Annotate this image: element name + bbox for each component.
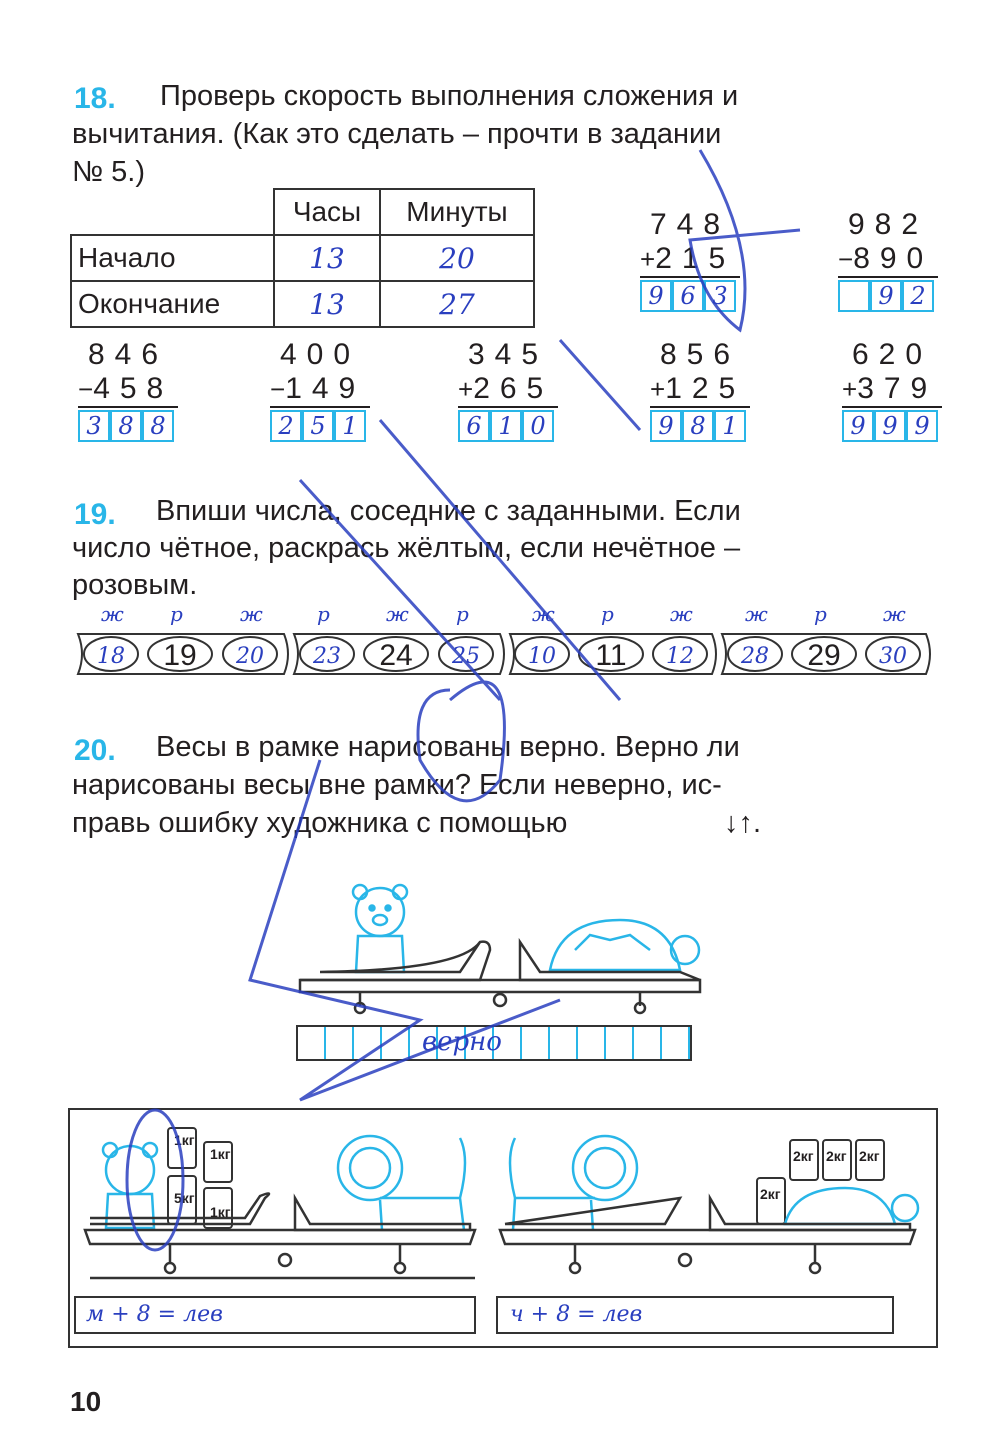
right-scale-illustration: [495, 1118, 925, 1298]
color-mark: р: [317, 602, 330, 626]
weight-4-unit: кг: [217, 1204, 231, 1220]
weight-8-value: 2: [760, 1186, 768, 1202]
color-mark: ж: [883, 602, 906, 626]
task-19-text-line3: розовым.: [72, 569, 198, 601]
column-example: [650, 338, 750, 442]
given-number: 19: [163, 639, 197, 672]
lion-icon: [338, 1136, 465, 1230]
col-minutes-header: Минуты: [380, 189, 534, 235]
operand-a: 345: [468, 338, 549, 371]
answer-digit-cell[interactable]: 8: [142, 410, 174, 442]
answer-digit-cell[interactable]: 9: [874, 410, 906, 442]
answer-cells: [640, 280, 740, 312]
neighbor-number[interactable]: 30: [879, 643, 907, 669]
answer-cells: [842, 410, 942, 442]
answer-digit-cell[interactable]: 6: [672, 280, 704, 312]
given-number: 24: [379, 639, 413, 672]
task-20-number: 20.: [74, 734, 116, 767]
neighbor-number[interactable]: 25: [452, 643, 480, 669]
weight-5-unit: кг: [800, 1148, 814, 1164]
neighbor-number[interactable]: 23: [313, 643, 341, 669]
color-mark: ж: [386, 602, 409, 626]
right-answer-text[interactable]: ч + 8 = лев: [510, 1302, 643, 1327]
weight-6-unit: кг: [833, 1148, 847, 1164]
operator-sign: +: [842, 373, 858, 404]
color-mark: р: [601, 602, 614, 626]
color-mark: ж: [532, 602, 555, 626]
weight-6-value: 2: [826, 1148, 834, 1164]
operand-b: 215: [655, 242, 736, 275]
color-mark: ж: [670, 602, 693, 626]
color-mark: р: [814, 602, 827, 626]
neighbor-number[interactable]: 10: [528, 643, 556, 669]
color-mark: р: [170, 602, 183, 626]
operator-sign: −: [270, 373, 286, 404]
page-number: 10: [70, 1386, 102, 1417]
task-18-text-line3: № 5.): [72, 156, 146, 188]
task-18-text-line1: Проверь скорость выполнения сложения и: [160, 80, 739, 112]
task-20-text-line2: нарисованы весы вне рамки? Если неверно, ис-: [72, 769, 722, 801]
w4: [210, 1204, 231, 1220]
w1: [174, 1132, 195, 1148]
arrows-symbol: ↓↑.: [724, 807, 762, 839]
operand-b: 890: [853, 242, 934, 275]
answer-digit-cell[interactable]: 5: [302, 410, 334, 442]
w5: [793, 1148, 814, 1164]
operand-a: 400: [280, 338, 361, 371]
sum-line: [458, 406, 558, 408]
operand-b: 379: [857, 372, 938, 405]
color-mark: ж: [240, 602, 263, 626]
operand-a: 620: [852, 338, 933, 371]
column-example: [842, 338, 942, 442]
answer-digit-cell[interactable]: 1: [334, 410, 366, 442]
answer-cells: [838, 280, 938, 312]
w6: [826, 1148, 847, 1164]
color-mark: р: [456, 602, 469, 626]
weight-3-unit: кг: [181, 1190, 195, 1206]
col-hours-header: Часы: [274, 189, 380, 235]
answer-digit-cell[interactable]: 1: [714, 410, 746, 442]
top-scale-illustration: [290, 880, 710, 1020]
column-example: [270, 338, 370, 442]
column-example: [458, 338, 558, 442]
start-minutes-cell[interactable]: 20: [380, 235, 534, 281]
w2: [210, 1146, 231, 1162]
task-19-number: 19.: [74, 498, 116, 531]
top-answer-text[interactable]: верно: [422, 1027, 502, 1057]
answer-digit-cell[interactable]: [838, 280, 870, 312]
operand-b: 458: [93, 372, 174, 405]
end-hours-cell[interactable]: 13: [274, 281, 380, 327]
operand-b: 125: [665, 372, 746, 405]
weight-1-unit: кг: [181, 1132, 195, 1148]
operator-sign: −: [78, 373, 94, 404]
answer-digit-cell[interactable]: 1: [490, 410, 522, 442]
task-20-text-line1: Весы в рамке нарисованы верно. Верно ли: [156, 731, 740, 763]
given-number: 29: [807, 639, 841, 672]
operand-a: 748: [650, 208, 731, 241]
answer-digit-cell[interactable]: 8: [110, 410, 142, 442]
turtle-icon: [785, 1188, 918, 1224]
start-hours-cell[interactable]: 13: [274, 235, 380, 281]
answer-digit-cell[interactable]: 9: [650, 410, 682, 442]
neighbor-number[interactable]: 18: [97, 643, 125, 669]
end-minutes-cell[interactable]: 27: [380, 281, 534, 327]
sum-line: [640, 276, 740, 278]
neighbor-number[interactable]: 28: [741, 643, 769, 669]
answer-cells: [78, 410, 178, 442]
answer-digit-cell[interactable]: 3: [78, 410, 110, 442]
weight-7-value: 2: [859, 1148, 867, 1164]
operand-b: 149: [285, 372, 366, 405]
answer-digit-cell[interactable]: 6: [458, 410, 490, 442]
answer-digit-cell[interactable]: 2: [902, 280, 934, 312]
task-19-text-line1: Впиши числа, соседние с заданными. Если: [156, 495, 741, 527]
operator-sign: +: [458, 373, 474, 404]
sum-line: [78, 406, 178, 408]
weight-1-value: 1: [174, 1132, 182, 1148]
answer-digit-cell[interactable]: 8: [682, 410, 714, 442]
operand-a: 846: [88, 338, 169, 371]
answer-digit-cell[interactable]: 9: [906, 410, 938, 442]
answer-digit-cell[interactable]: 0: [522, 410, 554, 442]
w3: [174, 1190, 195, 1206]
answer-digit-cell[interactable]: 9: [870, 280, 902, 312]
weight-3-value: 5: [174, 1190, 182, 1206]
answer-cells: [650, 410, 750, 442]
neighbor-number[interactable]: 12: [666, 643, 694, 669]
row-start-label: Начало: [71, 235, 274, 281]
answer-digit-cell[interactable]: 3: [704, 280, 736, 312]
answer-cells: [270, 410, 370, 442]
row-end-label: Окончание: [71, 281, 274, 327]
operator-sign: +: [650, 373, 666, 404]
weight-5-value: 2: [793, 1148, 801, 1164]
lion-icon: [510, 1136, 637, 1230]
answer-cells: [458, 410, 558, 442]
answer-digit-cell[interactable]: 9: [842, 410, 874, 442]
task-18-number: 18.: [74, 82, 116, 115]
weight-4-value: 1: [210, 1204, 218, 1220]
color-mark: ж: [101, 602, 124, 626]
weight-7-unit: кг: [866, 1148, 880, 1164]
operator-sign: −: [838, 243, 854, 274]
operator-sign: +: [640, 243, 656, 274]
answer-digit-cell[interactable]: 9: [640, 280, 672, 312]
operand-a: 856: [660, 338, 741, 371]
neighbor-number[interactable]: 20: [236, 643, 264, 669]
column-example: [838, 208, 938, 312]
teddy-bear-icon: [103, 1143, 157, 1228]
left-scale-illustration: [80, 1118, 480, 1298]
column-example: [78, 338, 178, 442]
weight-2-unit: кг: [217, 1146, 231, 1162]
sum-line: [838, 276, 938, 278]
turtle-icon: [550, 920, 699, 970]
sum-line: [650, 406, 750, 408]
w8: [760, 1186, 781, 1202]
sum-line: [270, 406, 370, 408]
weight-8-unit: кг: [767, 1186, 781, 1202]
sum-line: [842, 406, 942, 408]
task-20-text-line3: правь ошибку художника с помощью: [72, 807, 568, 839]
color-mark: ж: [745, 602, 768, 626]
given-number: 11: [595, 639, 627, 672]
time-table: [70, 188, 535, 328]
w7: [859, 1148, 880, 1164]
operand-b: 265: [473, 372, 554, 405]
teddy-bear-icon: [353, 885, 407, 972]
column-example: [640, 208, 740, 312]
task-19-text-line2: число чётное, раскрась жёлтым, если нечётное –: [72, 532, 741, 564]
left-answer-text[interactable]: м + 8 = лев: [86, 1302, 223, 1327]
weight-2-value: 1: [210, 1146, 218, 1162]
task-18-text-line2: вычитания. (Как это сделать – прочти в задании: [72, 118, 722, 150]
operand-a: 982: [848, 208, 929, 241]
answer-digit-cell[interactable]: 2: [270, 410, 302, 442]
